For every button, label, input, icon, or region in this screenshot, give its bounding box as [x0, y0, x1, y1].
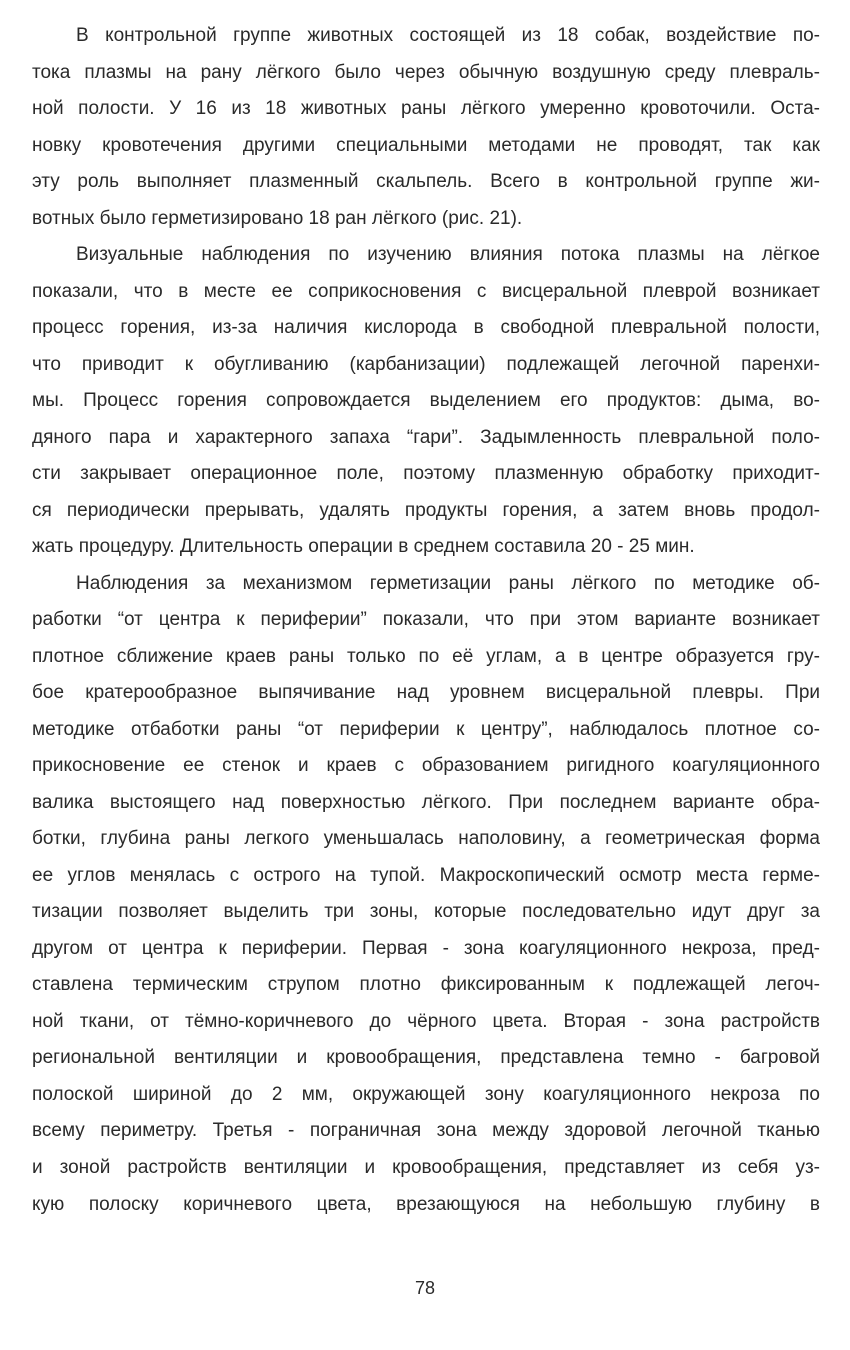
text-line: и зоной растройств вентиляции и кровообращения, представляет из себя уз- — [32, 1156, 820, 1178]
text-line: Визуальные наблюдения по изучению влияния потока плазмы на лёгкое — [76, 244, 820, 266]
text-line: ной полости. У 16 из 18 животных раны лёгкого умеренно кровоточили. Оста- — [32, 98, 820, 120]
text-line: мы. Процесс горения сопровождается выделением его продуктов: дыма, во- — [32, 390, 820, 412]
body-text — [32, 18, 820, 1223]
text-line: жать процедуру. Длительность операции в среднем составила 20 - 25 мин. — [32, 536, 695, 558]
text-line: тока плазмы на рану лёгкого было через обычную воздушную среду плевраль- — [32, 61, 820, 83]
text-line: процесс горения, из-за наличия кислорода в свободной плевральной полости, — [32, 317, 820, 339]
page-number: 78 — [414, 1278, 436, 1298]
text-line: вотных было герметизировано 18 ран лёгкого (рис. 21). — [32, 207, 523, 229]
text-line: Наблюдения за механизмом герметизации раны лёгкого по методике об- — [76, 572, 820, 594]
text-line: тизации позволяет выделить три зоны, которые последовательно идут друг за — [32, 901, 820, 923]
text-line: показали, что в месте ее соприкосновения с висцеральной плеврой возникает — [32, 280, 820, 302]
text-line: что приводит к обугливанию (карбанизации) подлежащей легочной паренхи- — [32, 353, 820, 375]
text-line: другом от центра к периферии. Первая - зона коагуляционного некроза, пред- — [32, 937, 820, 959]
text-line: ставлена термическим струпом плотно фиксированным к подлежащей легоч- — [32, 974, 820, 996]
text-line: ботки, глубина раны легкого уменьшалась наполовину, а геометрическая форма — [32, 828, 820, 850]
text-line: региональной вентиляции и кровообращения, представлена темно - багровой — [32, 1047, 820, 1069]
text-line: кую полоску коричневого цвета, врезающуюся на небольшую глубину в — [32, 1193, 820, 1215]
text-line: эту роль выполняет плазменный скальпель. Всего в контрольной группе жи- — [32, 171, 820, 193]
text-line: плотное сближение краев раны только по её углам, а в центре образуется гру- — [32, 645, 820, 667]
text-line: ее углов менялась с острого на тупой. Макроскопический осмотр места герме- — [32, 864, 820, 886]
text-line: В контрольной группе животных состоящей из 18 собак, воздействие по- — [76, 25, 820, 46]
text-line: ся периодически прерывать, удалять продукты горения, а затем вновь продол- — [32, 499, 820, 521]
text-line: дяного пара и характерного запаха “гари”. Задымленность плевральной поло- — [32, 426, 820, 448]
text-line: полоской шириной до 2 мм, окружающей зону коагуляционного некроза по — [32, 1083, 820, 1105]
text-line: работки “от центра к периферии” показали, что при этом варианте возникает — [32, 609, 820, 631]
text-line: всему периметру. Третья - пограничная зона между здоровой легочной тканью — [32, 1120, 820, 1142]
text-line: ной ткани, от тёмно-коричневого до чёрного цвета. Вторая - зона растройств — [32, 1010, 820, 1032]
text-line: бое кратерообразное выпячивание над уровнем висцеральной плевры. При — [32, 682, 820, 704]
text-line: сти закрывает операционное поле, поэтому плазменную обработку приходит- — [32, 463, 820, 485]
text-line: прикосновение ее стенок и краев с образованием ригидного коагуляционного — [32, 755, 820, 777]
text-line: валика выстоящего над поверхностью лёгкого. При последнем варианте обра- — [32, 791, 820, 813]
text-line: новку кровотечения другими специальными методами не проводят, так как — [32, 134, 820, 156]
text-line: методике отбаботки раны “от периферии к центру”, наблюдалось плотное со- — [32, 718, 820, 740]
